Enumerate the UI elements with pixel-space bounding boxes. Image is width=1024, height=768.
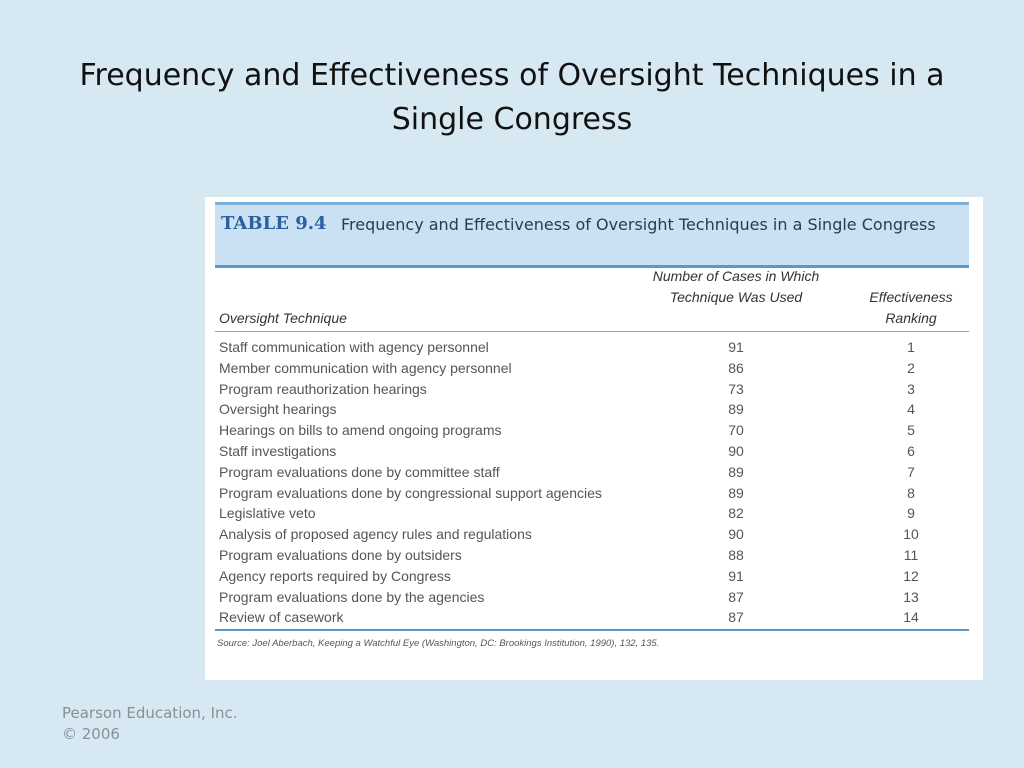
cases-cell: 86 — [728, 359, 744, 376]
cases-cell: 90 — [728, 442, 744, 459]
ranking-cell: 8 — [907, 484, 915, 501]
table-row — [215, 483, 969, 504]
technique-cell: Member communication with agency personnel — [219, 359, 512, 376]
ranking-cell: 2 — [907, 359, 915, 376]
table-row — [215, 503, 969, 524]
ranking-cell: 1 — [907, 339, 915, 355]
technique-cell: Hearings on bills to amend ongoing programs — [219, 422, 502, 439]
table-figure — [205, 197, 983, 680]
ranking-cell: 3 — [907, 380, 915, 397]
table-row — [215, 337, 969, 358]
table-bottom-rule — [215, 629, 969, 631]
table-row — [215, 399, 969, 420]
table-row — [215, 566, 969, 587]
cases-cell: 87 — [728, 588, 744, 605]
table-row — [215, 358, 969, 379]
technique-cell: Agency reports required by Congress — [219, 567, 451, 584]
ranking-cell: 9 — [907, 505, 915, 522]
source-note: Source: Joel Aberbach, Keeping a Watchful Eye (Washington, DC: Brookings Institution, 1990), 132, 135. — [217, 638, 660, 649]
column-header-ranking: Effectiveness Ranking — [869, 289, 953, 326]
cases-cell: 89 — [728, 401, 744, 418]
technique-cell: Oversight hearings — [219, 401, 337, 418]
footer-copyright: © 2006 — [62, 725, 120, 743]
technique-cell: Program evaluations done by congressional support agencies — [219, 484, 602, 501]
column-header-cases: Number of Cases in Which Technique Was Used — [652, 268, 820, 305]
ranking-cell: 11 — [903, 546, 919, 563]
column-headers — [215, 267, 969, 332]
cases-cell: 91 — [728, 339, 744, 355]
technique-cell: Program evaluations done by the agencies — [219, 588, 485, 605]
column-header-technique: Oversight Technique — [219, 310, 347, 326]
table-body — [215, 337, 969, 628]
footer-credit — [62, 703, 238, 745]
cases-cell: 88 — [728, 546, 744, 563]
table-row — [215, 524, 969, 545]
table-row — [215, 441, 969, 462]
cases-cell: 73 — [728, 380, 744, 397]
technique-cell: Legislative veto — [219, 505, 316, 522]
cases-cell: 89 — [728, 463, 744, 480]
table-row — [215, 462, 969, 483]
technique-cell: Program evaluations done by committee staff — [219, 463, 500, 480]
cases-cell: 89 — [728, 484, 744, 501]
cases-cell: 70 — [728, 422, 744, 439]
technique-cell: Staff communication with agency personnel — [219, 339, 489, 355]
technique-cell: Review of casework — [219, 609, 344, 626]
table-row — [215, 587, 969, 608]
ranking-cell: 12 — [903, 567, 919, 584]
table-row — [215, 420, 969, 441]
table-row — [215, 379, 969, 400]
ranking-cell: 5 — [907, 422, 915, 439]
cases-cell: 87 — [728, 609, 744, 626]
ranking-cell: 10 — [903, 526, 919, 543]
table-label: TABLE 9.4 — [221, 213, 327, 234]
cases-cell: 82 — [728, 505, 744, 522]
ranking-cell: 7 — [907, 463, 915, 480]
ranking-cell: 14 — [903, 609, 919, 626]
technique-cell: Analysis of proposed agency rules and regulations — [219, 526, 532, 543]
technique-cell: Staff investigations — [219, 442, 337, 459]
ranking-cell: 13 — [903, 588, 919, 605]
table-row — [215, 545, 969, 566]
table-caption: Frequency and Effectiveness of Oversight Techniques in a Single Congress — [341, 215, 936, 234]
slide-title: Frequency and Effectiveness of Oversight Techniques in a Single Congress — [79, 58, 945, 137]
cases-cell: 91 — [728, 567, 744, 584]
table-row — [215, 607, 969, 628]
technique-cell: Program reauthorization hearings — [219, 380, 427, 397]
technique-cell: Program evaluations done by outsiders — [219, 546, 462, 563]
ranking-cell: 6 — [907, 442, 915, 459]
ranking-cell: 4 — [907, 401, 915, 418]
table-header-band — [215, 202, 969, 268]
footer-publisher: Pearson Education, Inc. — [62, 704, 238, 722]
cases-cell: 90 — [728, 526, 744, 543]
